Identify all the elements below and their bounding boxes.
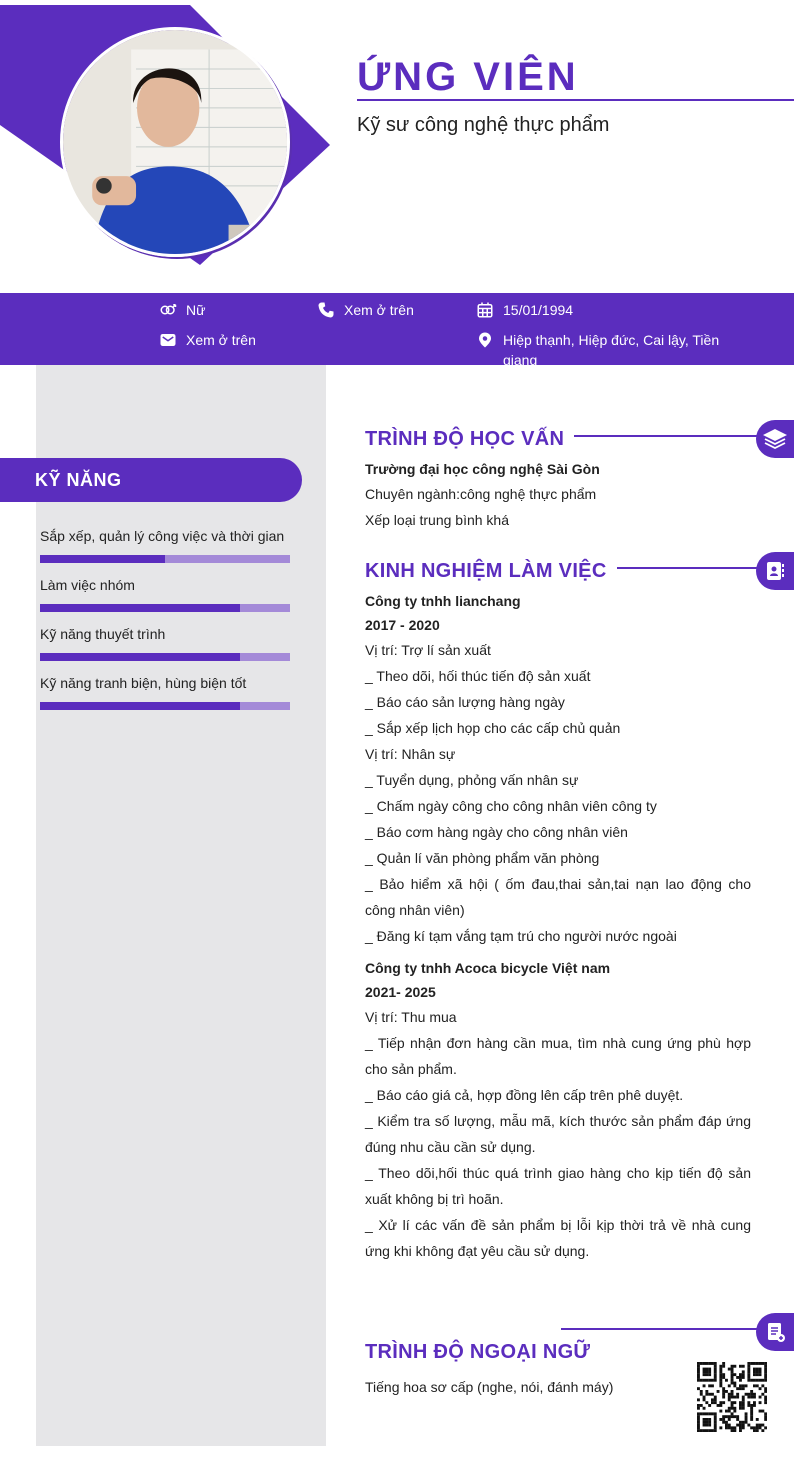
skill-level-bar [40, 604, 290, 612]
job-line: _ Tuyển dụng, phỏng vấn nhân sự [365, 772, 579, 788]
job-line: Vị trí: Thu mua [365, 1009, 457, 1025]
languages-heading: TRÌNH ĐỘ NGOẠI NGỮ [365, 1341, 591, 1363]
skill-level-fill [40, 555, 165, 563]
experience-heading: KINH NGHIỆM LÀM VIỆC [365, 560, 607, 582]
major: Chuyên ngành:công nghệ thực phẩm [365, 486, 597, 502]
birthday-text: 15/01/1994 [503, 302, 574, 318]
education-divider [574, 435, 774, 437]
skill-level-bar [40, 702, 290, 710]
skill-label: Kỹ năng tranh biện, hùng biện tốt [40, 675, 247, 691]
skill-level-bar [40, 555, 290, 563]
job-line: _ Đăng kí tạm vắng tạm trú cho người nước ngoài [365, 928, 677, 944]
job-line: _ Theo dõi,hối thúc quá trình giao hàng cho kịp tiến độ sản xuất không bị trì hoãn. [365, 1165, 751, 1207]
document-add-icon [756, 1313, 794, 1351]
gender-item [158, 300, 205, 320]
job-line: _ Báo cáo giá cả, hợp đồng lên cấp trên phê duyệt. [365, 1087, 684, 1103]
job-line: _ Xử lí các vấn đề sản phẩm bị lỗi kịp thời trả về nhà cung ứng khi không đạt yêu cầu sử dụng. [365, 1217, 751, 1259]
job-line: _ Sắp xếp lịch họp cho các cấp chủ quản [365, 720, 621, 736]
experience-job-1 [365, 589, 751, 949]
envelope-icon [158, 330, 178, 350]
job-line: Vị trí: Nhân sự [365, 746, 456, 762]
education-content [365, 457, 751, 533]
skills-heading: KỸ NĂNG [0, 458, 302, 502]
job-line: _ Kiểm tra số lượng, mẫu mã, kích thước sản phẩm đáp ứng đúng nhu cầu cần sử dụng. [365, 1113, 751, 1155]
job-line: _ Bảo hiểm xã hội ( ốm đau,thai sản,tai nạn lao động cho công nhân viên) [365, 876, 751, 918]
job-line: _ Theo dõi, hối thúc tiến độ sản xuất [365, 668, 591, 684]
job-line: _ Báo cơm hàng ngày cho công nhân viên [365, 824, 628, 840]
email-item [158, 330, 256, 350]
job-period: 2017 - 2020 [365, 617, 440, 633]
location-pin-icon [475, 330, 495, 350]
skill-level-fill [40, 702, 240, 710]
job-line: _ Quản lí văn phòng phẩm văn phòng [365, 850, 600, 866]
skill-label: Làm việc nhóm [40, 577, 135, 593]
phone-item [316, 300, 414, 320]
contact-info-bar [0, 293, 794, 368]
name-divider [357, 99, 794, 101]
email-text: Xem ở trên [186, 332, 256, 348]
phone-icon [316, 300, 336, 320]
experience-divider [617, 567, 774, 569]
job-line: _ Tiếp nhận đơn hàng cần mua, tìm nhà cung ứng phù hợp cho sản phẩm. [365, 1035, 751, 1077]
skill-item [40, 625, 290, 661]
language-text: Tiếng hoa sơ cấp (nghe, nói, đánh máy) [365, 1379, 614, 1395]
company-name: Công ty tnhh Acoca bicycle Việt nam [365, 960, 611, 976]
skill-label: Kỹ năng thuyết trình [40, 626, 166, 642]
qr-code-icon [697, 1362, 767, 1432]
job-period: 2021- 2025 [365, 984, 436, 1000]
address-text: Hiệp thạnh, Hiệp đức, Cai lậy, Tiền giang [503, 332, 720, 368]
job-title: Kỹ sư công nghệ thực phẩm [357, 114, 610, 136]
languages-divider [561, 1328, 774, 1330]
school-name: Trường đại học công nghệ Sài Gòn [365, 461, 600, 477]
skill-level-fill [40, 653, 240, 661]
skill-item [40, 576, 290, 612]
gender-icon [158, 300, 178, 320]
skill-level-fill [40, 604, 240, 612]
job-line: _ Báo cáo sản lượng hàng ngày [365, 694, 565, 710]
avatar [60, 27, 290, 257]
gender-text: Nữ [186, 302, 206, 318]
phone-text: Xem ở trên [344, 302, 414, 318]
calendar-icon [475, 300, 495, 320]
candidate-name: ỨNG VIÊN [357, 55, 579, 99]
job-line: Vị trí: Trợ lí sản xuất [365, 642, 491, 658]
skill-item [40, 674, 290, 710]
contact-book-icon [756, 552, 794, 590]
job-line: _ Chấm ngày công cho công nhân viên công ty [365, 798, 657, 814]
skill-label: Sắp xếp, quản lý công việc và thời gian [40, 528, 285, 544]
education-heading: TRÌNH ĐỘ HỌC VẤN [365, 428, 565, 450]
birthday-item [475, 300, 573, 320]
skill-level-bar [40, 653, 290, 661]
skill-item [40, 527, 290, 563]
rank: Xếp loại trung bình khá [365, 512, 509, 528]
layers-icon [756, 420, 794, 458]
address-item [475, 330, 725, 370]
languages-content [365, 1374, 685, 1400]
experience-job-2 [365, 956, 751, 1264]
company-name: Công ty tnhh lianchang [365, 593, 521, 609]
